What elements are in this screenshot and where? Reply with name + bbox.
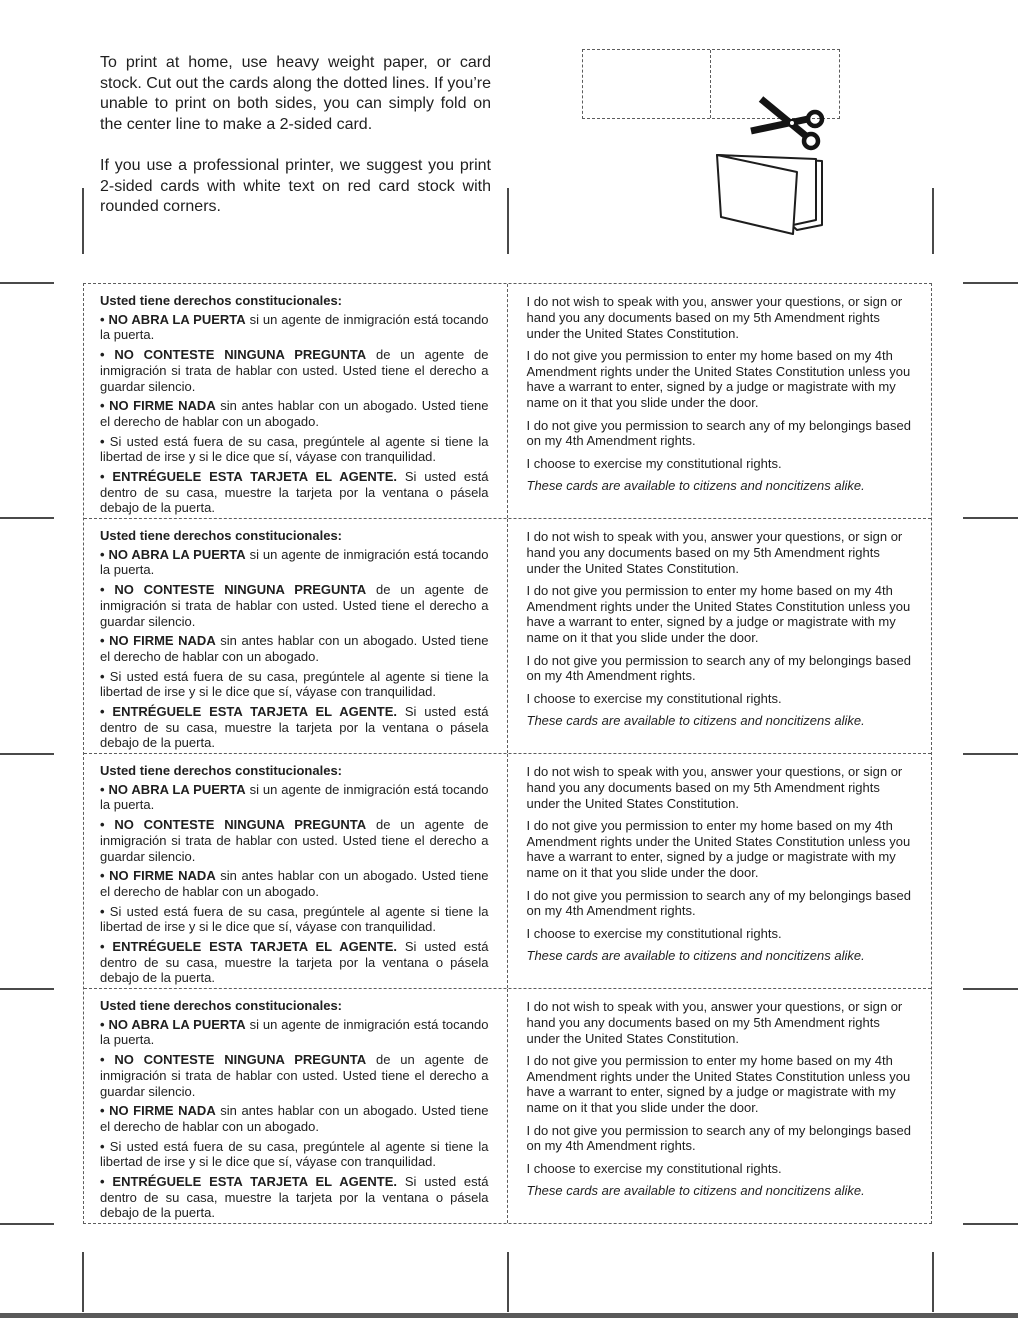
spanish-bullet-2 (100, 1052, 489, 1099)
bullet-text: sin antes hablar con un abogado. Usted tiene el derecho de hablar con un abogado. (100, 1103, 489, 1134)
bullet-bold-text: • (100, 668, 105, 684)
spanish-bullet-1 (100, 312, 489, 343)
spanish-heading: Usted tiene derechos constitucionales: (100, 998, 343, 1013)
crop-mark (82, 1252, 84, 1312)
spanish-bullet-4 (100, 434, 489, 465)
crop-mark (963, 1223, 1018, 1225)
bullet-text: si un agente de inmigración está tocando la puerta. (100, 311, 489, 343)
spanish-bullet-2 (100, 817, 489, 864)
crop-mark (0, 282, 54, 284)
bullet-bold-text: • NO FIRME NADA (100, 633, 216, 649)
english-paragraph-1: I do not wish to speak with you, answer your questions, or sign or hand you any documents based on my 5th Amendment rights under the United States Constitution. (526, 294, 903, 341)
english-paragraph-1: I do not wish to speak with you, answer your questions, or sign or hand you any documents based on my 5th Amendment rights under the United States Constitution. (526, 764, 903, 811)
bullet-bold-text: • ENTRÉGUELE ESTA TARJETA EL AGENTE. (100, 939, 398, 955)
crop-mark (0, 753, 54, 755)
bullet-bold-text: • NO FIRME NADA (100, 868, 216, 884)
footer-bar (0, 1313, 1018, 1318)
bullet-text: de un agente de inmigración si trata de hablar con usted. Usted tiene el derecho a guardar silencio. (100, 582, 489, 629)
english-paragraph-4: I choose to exercise my constitutional rights. (526, 1160, 782, 1176)
bullet-bold-text: • NO CONTESTE NINGUNA PREGUNTA (100, 347, 367, 363)
bullet-bold-text: • NO ABRA LA PUERTA (100, 311, 246, 327)
bullet-text: si un agente de inmigración está tocando la puerta. (100, 1016, 489, 1048)
card-english-side (508, 989, 932, 1223)
bullet-text: Si usted está dentro de su casa, muestre la tarjeta por la ventana o pásela debajo de la puerta. (100, 1174, 489, 1221)
bullet-text: si un agente de inmigración está tocando la puerta. (100, 781, 489, 813)
spanish-bullet-3 (100, 868, 489, 899)
bullet-text: de un agente de inmigración si trata de hablar con usted. Usted tiene el derecho a guardar silencio. (100, 1052, 489, 1099)
card-grid (83, 283, 932, 1224)
spanish-bullet-5 (100, 939, 489, 986)
spanish-heading: Usted tiene derechos constitucionales: (100, 293, 343, 308)
folded-card-icon (712, 150, 862, 242)
spanish-bullet-2 (100, 582, 489, 629)
spanish-bullet-3 (100, 398, 489, 429)
spanish-bullet-5 (100, 469, 489, 516)
spanish-heading: Usted tiene derechos constitucionales: (100, 528, 343, 543)
spanish-bullet-1 (100, 547, 489, 578)
card-row (84, 753, 931, 988)
bullet-text: sin antes hablar con un abogado. Usted tiene el derecho de hablar con un abogado. (100, 398, 489, 429)
spanish-bullet-4 (100, 669, 489, 700)
english-paragraph-2: I do not give you permission to enter my home based on my 4th Amendment rights under the United States Constitution unless you have a warrant to enter, signed by a judge or magistrate with my name on it that you slide under the door. (526, 347, 911, 411)
crop-mark (0, 988, 54, 990)
card-row (84, 284, 931, 518)
bullet-bold-text: • NO FIRME NADA (100, 398, 216, 414)
bullet-bold-text: • (100, 433, 105, 449)
bullet-bold-text: • NO ABRA LA PUERTA (100, 781, 246, 797)
bullet-bold-text: • ENTRÉGUELE ESTA TARJETA EL AGENTE. (100, 469, 398, 485)
english-paragraph-3: I do not give you permission to search any of my belongings based on my 4th Amendment rights. (526, 1122, 911, 1154)
english-paragraph-1: I do not wish to speak with you, answer your questions, or sign or hand you any documents based on my 5th Amendment rights under the United States Constitution. (526, 529, 903, 576)
crop-mark (82, 188, 84, 254)
bullet-text: Si usted está fuera de su casa, pregúntele al agente si tiene la libertad de irse y si le dice que sí, váyase con tranquilidad. (100, 1138, 489, 1170)
bullet-text: Si usted está fuera de su casa, pregúntele al agente si tiene la libertad de irse y si le dice que sí, váyase con tranquilidad. (100, 903, 489, 935)
spanish-bullet-4 (100, 904, 489, 935)
crop-mark (963, 753, 1018, 755)
english-paragraph-4: I choose to exercise my constitutional rights. (526, 925, 782, 941)
spanish-bullet-1 (100, 1017, 489, 1048)
instructions-paragraph-2: If you use a professional printer, we suggest you print 2-sided cards with white text on red card stock with rounded corners. (100, 157, 491, 215)
english-paragraph-3: I do not give you permission to search any of my belongings based on my 4th Amendment rights. (526, 652, 911, 684)
bullet-text: Si usted está dentro de su casa, muestre la tarjeta por la ventana o pásela debajo de la puerta. (100, 704, 489, 751)
card-english-side (508, 519, 932, 753)
crop-mark (507, 1252, 509, 1312)
spanish-bullet-3 (100, 1103, 489, 1134)
card-spanish-side (84, 519, 508, 753)
english-paragraph-3: I do not give you permission to search any of my belongings based on my 4th Amendment rights. (526, 417, 911, 449)
english-paragraph-2: I do not give you permission to enter my home based on my 4th Amendment rights under the United States Constitution unless you have a warrant to enter, signed by a judge or magistrate with my name on it that you slide under the door. (526, 1052, 911, 1116)
crop-mark (932, 1252, 934, 1312)
crop-mark (0, 517, 54, 519)
bullet-text: Si usted está fuera de su casa, pregúntele al agente si tiene la libertad de irse y si le dice que sí, váyase con tranquilidad. (100, 433, 489, 465)
bullet-bold-text: • ENTRÉGUELE ESTA TARJETA EL AGENTE. (100, 1174, 398, 1190)
english-note: These cards are available to citizens and noncitizens alike. (526, 712, 865, 728)
fold-line (710, 50, 711, 118)
spanish-heading: Usted tiene derechos constitucionales: (100, 763, 343, 778)
english-paragraph-4: I choose to exercise my constitutional rights. (526, 690, 782, 706)
spanish-bullet-3 (100, 633, 489, 664)
spanish-bullet-4 (100, 1139, 489, 1170)
spanish-bullet-2 (100, 347, 489, 394)
bullet-text: de un agente de inmigración si trata de hablar con usted. Usted tiene el derecho a guardar silencio. (100, 817, 489, 864)
bullet-text: Si usted está fuera de su casa, pregúntele al agente si tiene la libertad de irse y si le dice que sí, váyase con tranquilidad. (100, 668, 489, 700)
bullet-bold-text: • ENTRÉGUELE ESTA TARJETA EL AGENTE. (100, 704, 398, 720)
bullet-text: sin antes hablar con un abogado. Usted tiene el derecho de hablar con un abogado. (100, 868, 489, 899)
bullet-bold-text: • (100, 1138, 105, 1154)
bullet-text: de un agente de inmigración si trata de hablar con usted. Usted tiene el derecho a guardar silencio. (100, 347, 489, 394)
bullet-bold-text: • NO ABRA LA PUERTA (100, 1016, 246, 1032)
card-spanish-side (84, 754, 508, 988)
card-row (84, 988, 931, 1223)
instructions-paragraph-1: To print at home, use heavy weight paper, or card stock. Cut out the cards along the dotted lines. If you’re unable to print on both sides, you can simply fold on the center line to make a 2-sided card. (100, 54, 491, 133)
crop-mark (963, 988, 1018, 990)
card-spanish-side (84, 284, 508, 518)
bullet-bold-text: • NO CONTESTE NINGUNA PREGUNTA (100, 582, 367, 598)
english-paragraph-2: I do not give you permission to enter my home based on my 4th Amendment rights under the United States Constitution unless you have a warrant to enter, signed by a judge or magistrate with my name on it that you slide under the door. (526, 817, 911, 881)
card-english-side (508, 754, 932, 988)
bullet-text: si un agente de inmigración está tocando la puerta. (100, 546, 489, 578)
english-paragraph-1: I do not wish to speak with you, answer your questions, or sign or hand you any documents based on my 5th Amendment rights under the United States Constitution. (526, 999, 903, 1046)
scissors-icon (748, 94, 832, 154)
bullet-text: sin antes hablar con un abogado. Usted tiene el derecho de hablar con un abogado. (100, 633, 489, 664)
card-row (84, 518, 931, 753)
crop-mark (963, 517, 1018, 519)
english-note: These cards are available to citizens and noncitizens alike. (526, 1182, 865, 1198)
crop-mark (0, 1223, 54, 1225)
bullet-bold-text: • NO CONTESTE NINGUNA PREGUNTA (100, 817, 367, 833)
spanish-bullet-5 (100, 704, 489, 751)
bullet-text: Si usted está dentro de su casa, muestre la tarjeta por la ventana o pásela debajo de la puerta. (100, 939, 489, 986)
card-spanish-side (84, 989, 508, 1223)
crop-mark (507, 188, 509, 254)
card-english-side (508, 284, 932, 518)
english-note: These cards are available to citizens and noncitizens alike. (526, 477, 865, 493)
english-paragraph-3: I do not give you permission to search any of my belongings based on my 4th Amendment rights. (526, 887, 911, 919)
english-note: These cards are available to citizens and noncitizens alike. (526, 947, 865, 963)
bullet-text: Si usted está dentro de su casa, muestre la tarjeta por la ventana o pásela debajo de la puerta. (100, 469, 489, 516)
spanish-bullet-5 (100, 1174, 489, 1221)
instructions (100, 53, 491, 218)
bullet-bold-text: • NO CONTESTE NINGUNA PREGUNTA (100, 1052, 367, 1068)
bullet-bold-text: • NO FIRME NADA (100, 1103, 216, 1119)
bullet-bold-text: • (100, 903, 105, 919)
crop-mark (963, 282, 1018, 284)
crop-mark (932, 188, 934, 254)
spanish-bullet-1 (100, 782, 489, 813)
bullet-bold-text: • NO ABRA LA PUERTA (100, 546, 246, 562)
english-paragraph-4: I choose to exercise my constitutional rights. (526, 455, 782, 471)
english-paragraph-2: I do not give you permission to enter my home based on my 4th Amendment rights under the United States Constitution unless you have a warrant to enter, signed by a judge or magistrate with my name on it that you slide under the door. (526, 582, 911, 646)
